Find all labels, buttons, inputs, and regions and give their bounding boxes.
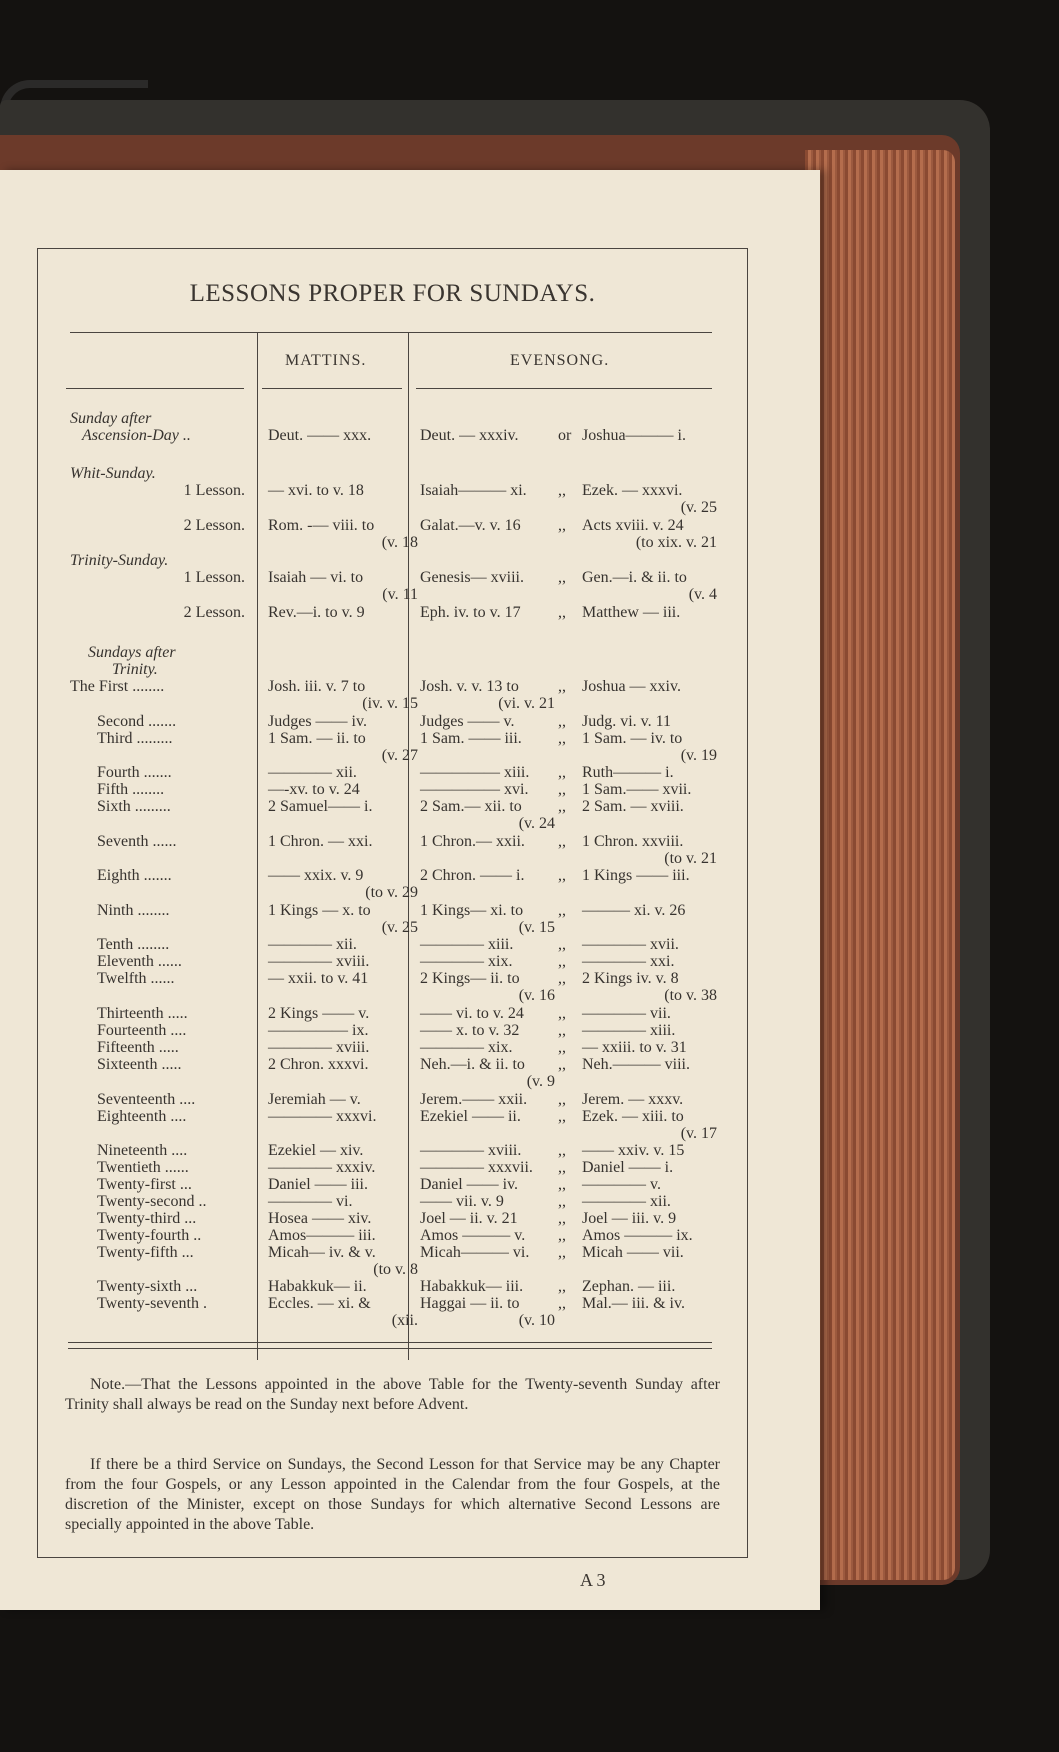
evensong-connector: ,,	[558, 1278, 566, 1295]
table-row	[0, 1142, 820, 1159]
evensong-second-cell: Joel — iii. v. 9	[582, 1210, 677, 1227]
evensong-first-cell: 1 Chron.— xxii.	[420, 833, 525, 850]
table-row	[0, 867, 820, 884]
row-label: Twenty-fourth ..	[97, 1227, 202, 1244]
evensong-connector: ,,	[558, 713, 566, 730]
row-label: Sixteenth .....	[97, 1056, 182, 1073]
evensong-first-cell: (v. 24	[518, 815, 555, 832]
evensong-connector: ,,	[558, 833, 566, 850]
evensong-second-cell: Amos ——— ix.	[582, 1227, 693, 1244]
evensong-connector: ,,	[558, 936, 566, 953]
evensong-first-cell: —— vii. v. 9	[420, 1193, 504, 1210]
evensong-connector: ,,	[558, 482, 566, 499]
evensong-first-cell: Micah——— vi.	[420, 1244, 530, 1261]
mattins-cell: 1 Chron. — xxi.	[268, 833, 373, 850]
mattins-cell: 2 Kings —— v.	[268, 1005, 370, 1022]
row-label: Fifth ........	[97, 781, 165, 798]
header-rule-2	[262, 388, 402, 389]
evensong-connector: ,,	[558, 781, 566, 798]
evensong-connector: ,,	[558, 1244, 566, 1261]
evensong-first-cell: (v. 9	[526, 1073, 555, 1090]
table-row	[0, 586, 820, 603]
mattins-cell: ———— xxxiv.	[268, 1159, 376, 1176]
mattins-cell: (v. 25	[381, 919, 418, 936]
mattins-cell: Deut. —— xxx.	[268, 427, 372, 444]
table-row	[0, 1210, 820, 1227]
evensong-first-cell: Haggai — ii. to	[420, 1295, 520, 1312]
row-label: Twenty-sixth ...	[97, 1278, 198, 1295]
bottom-rule-2	[68, 1348, 712, 1349]
evensong-second-cell: Daniel —— i.	[582, 1159, 674, 1176]
table-row	[0, 1125, 820, 1142]
evensong-second-cell: (to v. 21	[664, 850, 717, 867]
evensong-connector: ,,	[558, 1176, 566, 1193]
evensong-connector: ,,	[558, 1295, 566, 1312]
evensong-connector: ,,	[558, 730, 566, 747]
table-row	[0, 815, 820, 832]
page-edges	[805, 150, 955, 1580]
evensong-second-cell: Acts xviii. v. 24	[582, 517, 684, 534]
table-row	[0, 499, 820, 516]
row-label: Eighth .......	[97, 867, 172, 884]
evensong-first-cell: Isaiah——— xi.	[420, 482, 527, 499]
row-label: 1 Lesson.	[183, 569, 245, 586]
note-1-text: Note.—That the Lessons appointed in the above Table for the Twenty-seventh Sunday after Trinity shall always be read on the Sunday next before Advent.	[65, 1376, 720, 1413]
mattins-cell: Habakkuk— ii.	[268, 1278, 367, 1295]
row-label: 1 Lesson.	[183, 482, 245, 499]
evensong-first-cell: (vi. v. 21	[498, 695, 555, 712]
table-row	[0, 1278, 820, 1295]
evensong-second-cell: ———— vii.	[582, 1005, 671, 1022]
evensong-connector: ,,	[558, 1005, 566, 1022]
table-row	[0, 987, 820, 1004]
table-row	[0, 902, 820, 919]
mattins-cell: (v. 11	[382, 586, 418, 603]
evensong-first-cell: Daniel —— iv.	[420, 1176, 519, 1193]
evensong-first-cell: —— x. to v. 32	[420, 1022, 520, 1039]
row-label: Twenty-third ...	[97, 1210, 197, 1227]
mattins-cell: (iv. v. 15	[362, 695, 418, 712]
table-row	[0, 427, 820, 444]
table-row	[0, 1261, 820, 1278]
mattins-cell: Judges —— iv.	[268, 713, 367, 730]
evensong-connector: ,,	[558, 1108, 566, 1125]
row-label: Tenth ........	[97, 936, 170, 953]
mattins-cell: ———— xviii.	[268, 953, 370, 970]
evensong-connector: ,,	[558, 1210, 566, 1227]
table-row	[0, 1005, 820, 1022]
table-row	[0, 936, 820, 953]
table-row	[0, 1244, 820, 1261]
row-label: Trinity.	[112, 661, 158, 678]
evensong-first-cell: —— vi. to v. 24	[420, 1005, 524, 1022]
evensong-second-cell: Jerem. — xxxv.	[582, 1091, 684, 1108]
page-title: LESSONS PROPER FOR SUNDAYS.	[189, 280, 596, 307]
evensong-first-cell: ———— xix.	[420, 953, 513, 970]
row-label: Fourth .......	[97, 764, 172, 781]
evensong-second-cell: 1 Kings —— iii.	[582, 867, 690, 884]
evensong-first-cell: Galat.—v. v. 16	[420, 517, 521, 534]
table-row	[0, 781, 820, 798]
table-row	[0, 884, 820, 901]
table-row	[0, 604, 820, 621]
evensong-first-cell: ———— xix.	[420, 1039, 513, 1056]
row-label: Twenty-second ..	[97, 1193, 207, 1210]
table-row	[0, 569, 820, 586]
row-label: Nineteenth ....	[97, 1142, 188, 1159]
evensong-connector: ,,	[558, 1142, 566, 1159]
mattins-cell: (v. 27	[381, 747, 418, 764]
page-number: A 3	[580, 1570, 606, 1590]
evensong-second-cell: (v. 17	[680, 1125, 717, 1142]
table-row	[0, 482, 820, 499]
evensong-connector: ,,	[558, 970, 566, 987]
mattins-cell: (xii.	[391, 1312, 418, 1329]
evensong-first-cell: (v. 16	[518, 987, 555, 1004]
evensong-second-cell: Matthew — iii.	[582, 604, 681, 621]
evensong-first-cell: 2 Sam.— xii. to	[420, 798, 522, 815]
mattins-cell: 1 Kings — x. to	[268, 902, 371, 919]
row-label: 2 Lesson.	[183, 517, 245, 534]
table-row	[0, 850, 820, 867]
row-label: Twenty-seventh .	[97, 1295, 207, 1312]
table-row	[0, 534, 820, 551]
evensong-first-cell: Genesis— xviii.	[420, 569, 524, 586]
bottom-rule-1	[68, 1342, 712, 1343]
evensong-first-cell: Judges —— v.	[420, 713, 515, 730]
evensong-connector: ,,	[558, 1159, 566, 1176]
mattins-cell: Jeremiah — v.	[268, 1091, 361, 1108]
evensong-second-cell: (to v. 38	[664, 987, 717, 1004]
evensong-connector: ,,	[558, 1022, 566, 1039]
mattins-cell: (to v. 8	[373, 1261, 418, 1278]
evensong-first-cell: 1 Kings— xi. to	[420, 902, 524, 919]
mattins-cell: ———— xii.	[268, 764, 357, 781]
row-label: Ascension-Day ..	[82, 427, 191, 444]
row-label: Twenty-first ...	[97, 1176, 192, 1193]
table-row	[0, 1176, 820, 1193]
evensong-second-cell: Neh.——— viii.	[582, 1056, 690, 1073]
evensong-second-cell: ———— xvii.	[582, 936, 679, 953]
evensong-second-cell: Micah —— vii.	[582, 1244, 684, 1261]
evensong-connector: ,,	[558, 902, 566, 919]
evensong-second-cell: Judg. vi. v. 11	[582, 713, 672, 730]
column-header-mattins: MATTINS.	[285, 352, 367, 369]
mattins-cell: Hosea —— xiv.	[268, 1210, 372, 1227]
mattins-cell: Ezekiel — xiv.	[268, 1142, 364, 1159]
row-label: Twelfth ......	[97, 970, 175, 987]
table-row	[0, 410, 820, 427]
note-paragraph-1	[65, 1375, 720, 1415]
evensong-second-cell: (to xix. v. 21	[635, 534, 717, 551]
table-row	[0, 1108, 820, 1125]
book-page	[0, 170, 820, 1610]
table-row	[0, 730, 820, 747]
mattins-cell: 1 Sam. — ii. to	[268, 730, 366, 747]
table-row	[0, 1193, 820, 1210]
evensong-connector: ,,	[558, 1039, 566, 1056]
row-label: Seventeenth ....	[97, 1091, 196, 1108]
evensong-second-cell: ———— xxi.	[582, 953, 675, 970]
evensong-connector: ,,	[558, 604, 566, 621]
row-label: Twenty-fifth ...	[97, 1244, 194, 1261]
table-row	[0, 1312, 820, 1329]
row-label: Eighteenth ....	[97, 1108, 187, 1125]
header-rule-1	[66, 388, 244, 389]
table-row	[0, 517, 820, 534]
evensong-first-cell: Neh.—i. & ii. to	[420, 1056, 525, 1073]
evensong-connector: ,,	[558, 1227, 566, 1244]
evensong-connector: ,,	[558, 1091, 566, 1108]
evensong-second-cell: (v. 19	[680, 747, 717, 764]
row-label: Second .......	[97, 713, 177, 730]
evensong-second-cell: —— xxiv. v. 15	[582, 1142, 685, 1159]
mattins-cell: (v. 18	[381, 534, 418, 551]
evensong-second-cell: 1 Sam.—— xvii.	[582, 781, 692, 798]
evensong-first-cell: Amos ——— v.	[420, 1227, 526, 1244]
mattins-cell: —— xxix. v. 9	[268, 867, 364, 884]
mattins-cell: 2 Samuel—— i.	[268, 798, 373, 815]
evensong-first-cell: ————— xvi.	[420, 781, 529, 798]
evensong-second-cell: 1 Chron. xxviii.	[582, 833, 684, 850]
evensong-second-cell: (v. 25	[680, 499, 717, 516]
row-label: Trinity-Sunday.	[70, 552, 169, 569]
table-row	[0, 798, 820, 815]
table-row	[0, 1227, 820, 1244]
table-row	[0, 1295, 820, 1312]
evensong-first-cell: 2 Kings— ii. to	[420, 970, 520, 987]
mattins-cell: 2 Chron. xxxvi.	[268, 1056, 369, 1073]
row-label: Sixth .........	[97, 798, 171, 815]
evensong-first-cell: Habakkuk— iii.	[420, 1278, 524, 1295]
table-row	[0, 1056, 820, 1073]
evensong-second-cell: Joshua — xxiv.	[582, 678, 681, 695]
evensong-second-cell: Ruth——— i.	[582, 764, 674, 781]
mattins-cell: ———— vi.	[268, 1193, 353, 1210]
row-label: Thirteenth .....	[97, 1005, 188, 1022]
mattins-cell: (to v. 29	[365, 884, 418, 901]
row-label: Sunday after	[70, 410, 152, 427]
mattins-cell: ———— xviii.	[268, 1039, 370, 1056]
table-row	[0, 919, 820, 936]
evensong-connector: or	[558, 427, 572, 444]
table-row	[0, 1091, 820, 1108]
evensong-first-cell: ———— xviii.	[420, 1142, 522, 1159]
evensong-first-cell: (v. 10	[518, 1312, 555, 1329]
evensong-second-cell: 2 Kings iv. v. 8	[582, 970, 679, 987]
header-rule-3	[416, 388, 712, 389]
mattins-cell: Eccles. — xi. &	[268, 1295, 371, 1312]
evensong-connector: ,,	[558, 953, 566, 970]
evensong-first-cell: Josh. v. v. 13 to	[420, 678, 519, 695]
note-paragraph-2	[65, 1455, 720, 1535]
evensong-first-cell: 1 Sam. —— iii.	[420, 730, 522, 747]
evensong-second-cell: Mal.— iii. & iv.	[582, 1295, 685, 1312]
evensong-connector: ,,	[558, 1056, 566, 1073]
evensong-connector: ,,	[558, 867, 566, 884]
mattins-cell: Rom. -— viii. to	[268, 517, 375, 534]
evensong-first-cell: Eph. iv. to v. 17	[420, 604, 521, 621]
table-row	[0, 953, 820, 970]
row-label: The First ........	[70, 678, 165, 695]
mattins-cell: ————— ix.	[268, 1022, 369, 1039]
evensong-first-cell: 2 Chron. —— i.	[420, 867, 525, 884]
mattins-cell: Amos——— iii.	[268, 1227, 376, 1244]
evensong-first-cell: Ezekiel —— ii.	[420, 1108, 521, 1125]
row-label: Twentieth ......	[97, 1159, 189, 1176]
row-label: Fourteenth ....	[97, 1022, 187, 1039]
evensong-first-cell: Joel — ii. v. 21	[420, 1210, 518, 1227]
evensong-second-cell: Zephan. — iii.	[582, 1278, 676, 1295]
table-row	[0, 661, 820, 678]
evensong-second-cell: ———— xii.	[582, 1193, 671, 1210]
table-row	[0, 465, 820, 482]
evensong-connector: ,,	[558, 798, 566, 815]
row-label: Sundays after	[88, 644, 176, 661]
table-row	[0, 764, 820, 781]
table-row	[0, 713, 820, 730]
evensong-second-cell: ———— v.	[582, 1176, 661, 1193]
table-row	[0, 970, 820, 987]
mattins-cell: Josh. iii. v. 7 to	[268, 678, 366, 695]
evensong-second-cell: 1 Sam. — iv. to	[582, 730, 683, 747]
evensong-second-cell: (v. 4	[688, 586, 717, 603]
row-label: Fifteenth .....	[97, 1039, 179, 1056]
table-row	[0, 747, 820, 764]
evensong-first-cell: ———— xiii.	[420, 936, 514, 953]
evensong-second-cell: Ezek. — xxxvi.	[582, 482, 683, 499]
evensong-connector: ,,	[558, 678, 566, 695]
row-label: 2 Lesson.	[183, 604, 245, 621]
evensong-second-cell: Ezek. — xiii. to	[582, 1108, 684, 1125]
mattins-cell: Daniel —— iii.	[268, 1176, 368, 1193]
row-label: Seventh ......	[97, 833, 177, 850]
evensong-connector: ,,	[558, 764, 566, 781]
evensong-connector: ,,	[558, 569, 566, 586]
title-rule	[70, 332, 712, 333]
evensong-second-cell: 2 Sam. — xviii.	[582, 798, 684, 815]
evensong-second-cell: ——— xi. v. 26	[582, 902, 686, 919]
table-row	[0, 833, 820, 850]
row-label: Ninth ........	[97, 902, 170, 919]
mattins-cell: —-xv. to v. 24	[268, 781, 360, 798]
mattins-cell: — xxii. to v. 41	[268, 970, 369, 987]
table-row	[0, 644, 820, 661]
evensong-second-cell: ———— xiii.	[582, 1022, 676, 1039]
evensong-second-cell: Gen.—i. & ii. to	[582, 569, 687, 586]
table-row	[0, 1159, 820, 1176]
table-row	[0, 678, 820, 695]
row-label: Eleventh ......	[97, 953, 182, 970]
evensong-connector: ,,	[558, 1193, 566, 1210]
row-label: Whit-Sunday.	[70, 465, 156, 482]
evensong-first-cell: (v. 15	[518, 919, 555, 936]
column-header-evensong: EVENSONG.	[510, 352, 610, 369]
table-row	[0, 695, 820, 712]
mattins-cell: Rev.—i. to v. 9	[268, 604, 365, 621]
table-row	[0, 1039, 820, 1056]
evensong-connector: ,,	[558, 517, 566, 534]
evensong-second-cell: — xxiii. to v. 31	[582, 1039, 687, 1056]
table-row	[0, 1022, 820, 1039]
evensong-second-cell: Joshua——— i.	[582, 427, 686, 444]
mattins-cell: Isaiah — vi. to	[268, 569, 364, 586]
row-label: Third .........	[97, 730, 173, 747]
table-row	[0, 1073, 820, 1090]
evensong-first-cell: ———— xxxvii.	[420, 1159, 533, 1176]
note-2-text: If there be a third Service on Sundays, the Second Lesson for that Service may be any Chapter from the four Gospels, or any Lesson appointed in the Calendar from the four Gospels, at the discretion of the Minister, except on those Sundays for which alternative Second Lessons are specially appointed in the above Table.	[65, 1456, 720, 1533]
table-row	[0, 552, 820, 569]
evensong-first-cell: Jerem.—— xxii.	[420, 1091, 528, 1108]
mattins-cell: Micah— iv. & v.	[268, 1244, 376, 1261]
mattins-cell: ———— xxxvi.	[268, 1108, 377, 1125]
mattins-cell: — xvi. to v. 18	[268, 482, 364, 499]
evensong-first-cell: ————— xiii.	[420, 764, 530, 781]
evensong-first-cell: Deut. — xxxiv.	[420, 427, 519, 444]
mattins-cell: ———— xii.	[268, 936, 357, 953]
